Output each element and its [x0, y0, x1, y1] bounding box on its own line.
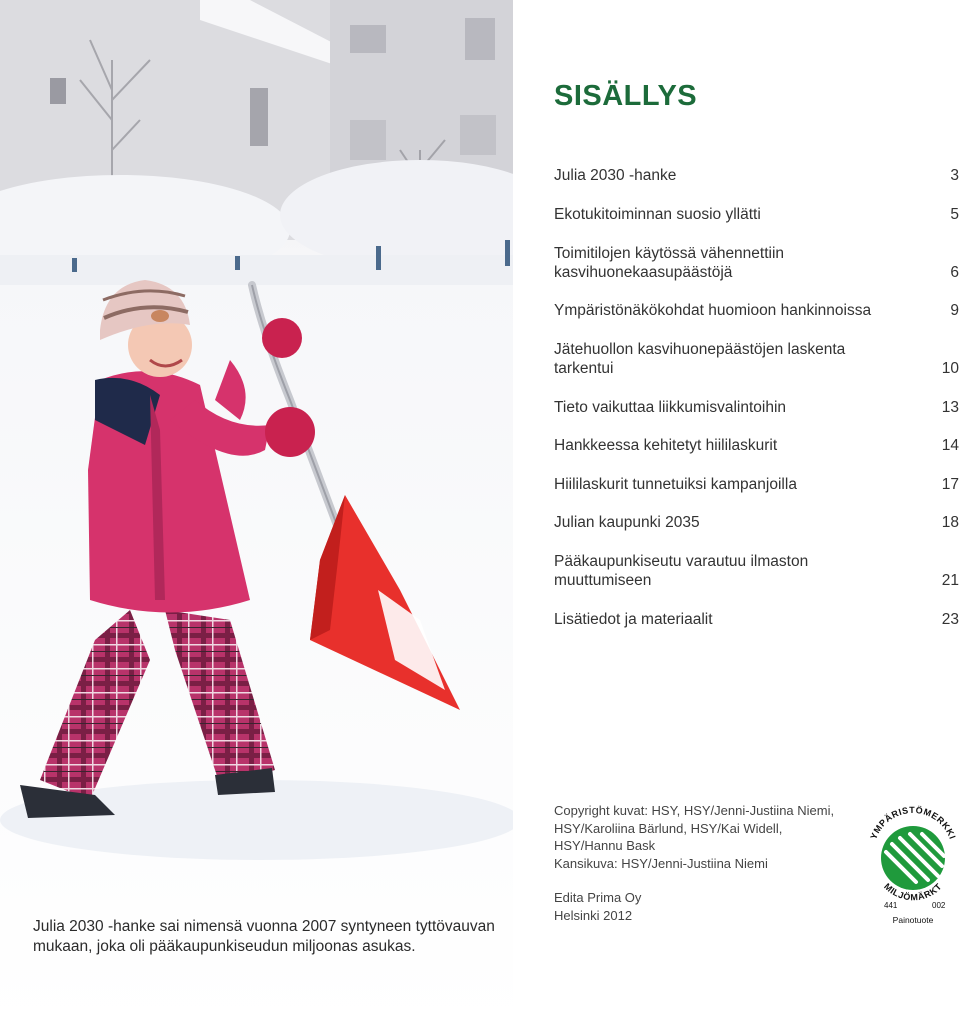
toc-item[interactable]: [554, 475, 959, 494]
toc-item[interactable]: [554, 398, 959, 417]
toc-item-title: Tieto vaikuttaa liikkumisvalintoihin: [554, 399, 787, 416]
toc-item[interactable]: [554, 205, 959, 224]
toc-item-page: 3: [950, 167, 959, 184]
credits-line: HSY/Hannu Bask: [554, 838, 656, 853]
toc-item-page: 10: [941, 360, 959, 377]
toc-item-page: 14: [941, 437, 959, 454]
toc-item-title: Toimitilojen käytössä vähennettiin kasvihuonekaasupäästöjä: [554, 245, 785, 281]
ecolabel-number-left: 441: [884, 901, 898, 910]
credits-line: Copyright kuvat: HSY, HSY/Jenni-Justiina Niemi,: [554, 803, 835, 818]
toc-item-title: Ympäristönäkökohdat huomioon hankinnoissa: [554, 302, 872, 319]
ecolabel-bottom-text: MILJÖMÄRKT: [882, 881, 944, 903]
toc-item[interactable]: [554, 610, 959, 629]
toc-item-title: Julia 2030 -hanke: [554, 167, 677, 184]
toc-item[interactable]: [554, 301, 959, 320]
toc-item-title: Julian kaupunki 2035: [554, 514, 700, 531]
toc-item-page: 18: [941, 514, 959, 531]
swan-label-icon: [866, 800, 960, 930]
toc-item-title: Pääkaupunkiseutu varautuu ilmaston muuttumiseen: [554, 553, 809, 589]
credits-line: Kansikuva: HSY/Jenni-Justiina Niemi: [554, 855, 768, 871]
toc-item-title: Hankkeessa kehitetyt hiililaskurit: [554, 437, 778, 454]
toc-item[interactable]: [554, 244, 959, 282]
toc-item-title: Hiililaskurit tunnetuiksi kampanjoilla: [554, 476, 797, 493]
toc-item[interactable]: [554, 513, 959, 532]
ecolabel-product: Painotuote: [892, 915, 934, 925]
ecolabel-number-right: 002: [932, 901, 946, 910]
toc-item-page: 13: [941, 399, 959, 416]
nordic-swan-ecolabel: [866, 800, 960, 930]
toc-item-page: 5: [950, 206, 959, 223]
toc-item[interactable]: [554, 552, 959, 590]
toc-title: SISÄLLYS: [554, 80, 698, 112]
toc-item-title: Jätehuollon kasvihuonepäästöjen laskenta tarkentui: [554, 341, 846, 377]
toc-item-page: 6: [950, 264, 959, 281]
toc-item[interactable]: [554, 340, 959, 378]
photo-credits: [554, 802, 864, 872]
toc-item-title: Lisätiedot ja materiaalit: [554, 611, 713, 628]
photo-caption: Julia 2030 -hanke sai nimensä vuonna 2007 syntyneen tyttövauvan mukaan, joka oli pääkaupunkiseudun miljoonas asukas.: [33, 918, 495, 955]
publisher-info: [554, 889, 864, 924]
ecolabel-top-text: YMPÄRISTÖMERKKI: [868, 804, 958, 841]
toc-item-page: 23: [941, 611, 959, 628]
toc-item[interactable]: [554, 436, 959, 455]
toc-item-page: 17: [941, 476, 959, 493]
credits-line: HSY/Karoliina Bärlund, HSY/Kai Widell,: [554, 820, 783, 836]
publisher-name: Edita Prima Oy: [554, 890, 642, 905]
toc-item[interactable]: [554, 166, 959, 185]
toc-item-page: 21: [941, 572, 959, 589]
toc-item-title: Ekotukitoiminnan suosio yllätti: [554, 206, 761, 223]
publisher-place-year: Helsinki 2012: [554, 907, 633, 923]
toc-item-page: 9: [950, 302, 959, 319]
